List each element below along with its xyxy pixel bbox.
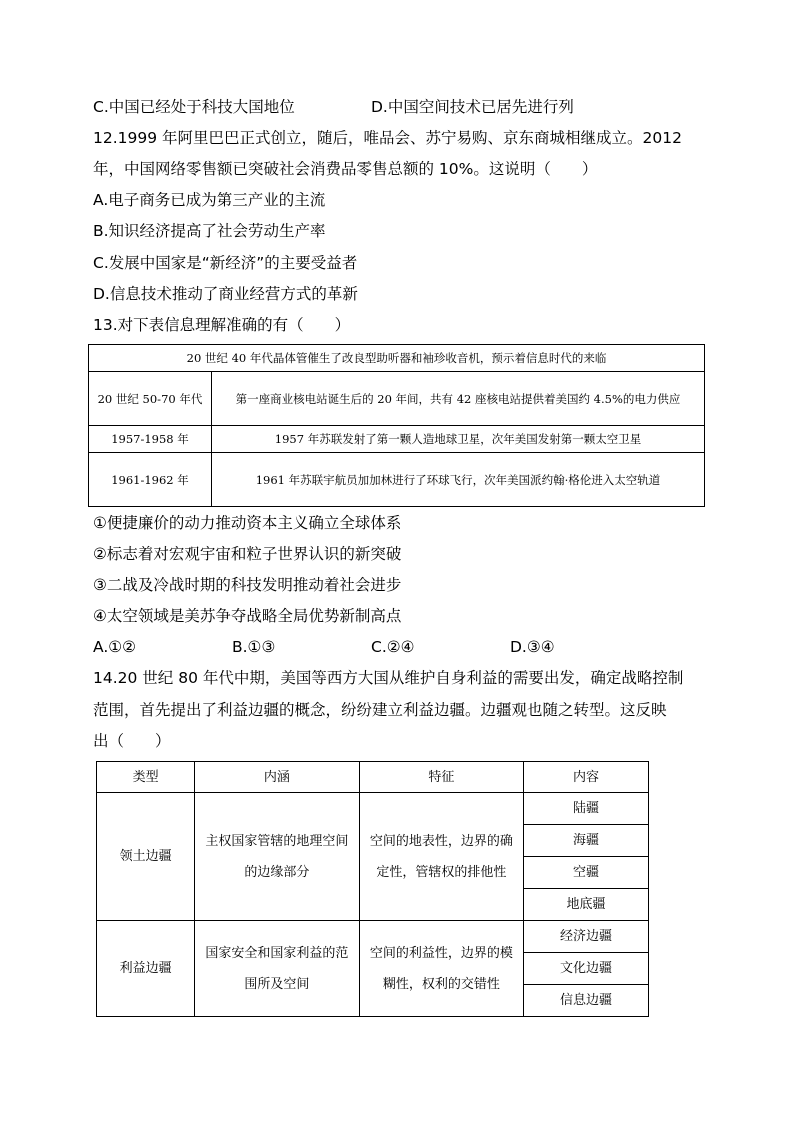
q14-content-item: 文化边疆 [524, 953, 648, 985]
q14-header-type: 类型 [97, 762, 195, 793]
q14-header-meaning: 内涵 [195, 762, 359, 793]
q14-content-item: 陆疆 [524, 793, 648, 825]
q14-header-content: 内容 [524, 762, 649, 793]
table-row [89, 345, 705, 372]
table-row [97, 793, 649, 921]
q13-period-cell: 1957-1958 年 [89, 426, 212, 453]
q14-type-cell: 利益边疆 [97, 921, 195, 1017]
q13-item-1: ①便捷廉价的动力推动资本主义确立全球体系 [93, 514, 402, 532]
q12-stem-line1: 12.1999 年阿里巴巴正式创立，随后，唯品会、苏宁易购、京东商城相继成立。2012 [93, 129, 682, 147]
q13-item-4: ④太空领域是美苏争夺战略全局优势新制高点 [93, 607, 402, 625]
table-row [89, 453, 705, 507]
q14-frontier-table [96, 761, 649, 1017]
q14-content-item: 信息边疆 [560, 993, 613, 1008]
q13-item-2: ②标志着对宏观宇宙和粒子世界认识的新突破 [93, 545, 402, 563]
q14-feature-cell: 空间的地表性，边界的确定性，管辖权的排他性 [359, 793, 524, 921]
q14-type-cell: 领土边疆 [97, 793, 195, 921]
q14-content-item: 空疆 [524, 857, 648, 889]
q13-event-cell: 1961 年苏联宇航员加加林进行了环球飞行，次年美国派约翰·格伦进入太空轨道 [212, 453, 705, 507]
q13-event-cell: 第一座商业核电站诞生后的 20 年间，共有 42 座核电站提供着美国约 4.5%的电力供应 [212, 372, 705, 426]
q13-option-d: D.③④ [510, 638, 555, 656]
q13-period-cell: 1961-1962 年 [89, 453, 212, 507]
q11-option-d: D.中国空间技术已居先进行列 [371, 98, 574, 116]
q12-option-b: B.知识经济提高了社会劳动生产率 [93, 222, 326, 240]
table-row [97, 921, 649, 1017]
table-row [89, 372, 705, 426]
q12-option-c: C.发展中国家是“新经济”的主要受益者 [93, 254, 358, 272]
q13-event-cell: 1957 年苏联发射了第一颗人造地球卫星，次年美国发射第一颗太空卫星 [212, 426, 705, 453]
q13-table-header: 20 世纪 40 年代晶体管催生了改良型助听器和袖珍收音机，预示着信息时代的来临 [89, 345, 705, 372]
q12-option-d: D.信息技术推动了商业经营方式的革新 [93, 285, 358, 303]
q12-stem-line2: 年，中国网络零售额已突破社会消费品零售总额的 10%。这说明（ ） [93, 160, 598, 178]
q14-stem-line2: 范围，首先提出了利益边疆的概念，纷纷建立利益边疆。边疆观也随之转型。这反映 [93, 701, 667, 719]
q11-option-c: C.中国已经处于科技大国地位 [93, 98, 295, 116]
q14-meaning-cell: 主权国家管辖的地理空间的边缘部分 [195, 793, 359, 921]
table-row [97, 762, 649, 793]
q13-info-table [88, 344, 705, 507]
q13-item-3: ③二战及冷战时期的科技发明推动着社会进步 [93, 576, 402, 594]
q13-option-a: A.①② [93, 638, 137, 656]
q13-option-b: B.①③ [232, 638, 276, 656]
q13-option-c: C.②④ [371, 638, 415, 656]
q14-content-cell [524, 793, 649, 921]
q14-content-item: 地底疆 [566, 897, 606, 912]
q13-period-cell: 20 世纪 50-70 年代 [89, 372, 212, 426]
q13-stem: 13.对下表信息理解准确的有（ ） [93, 316, 351, 334]
q14-feature-cell: 空间的利益性，边界的模糊性，权利的交错性 [359, 921, 524, 1017]
q14-meaning-cell: 国家安全和国家利益的范围所及空间 [195, 921, 359, 1017]
q14-stem-line3: 出（ ） [93, 732, 171, 750]
q12-option-a: A.电子商务已成为第三产业的主流 [93, 191, 326, 209]
q14-stem-line1: 14.20 世纪 80 年代中期，美国等西方大国从维护自身利益的需要出发，确定战略控制 [93, 669, 684, 687]
q14-header-feature: 特征 [359, 762, 524, 793]
q14-content-item: 经济边疆 [524, 921, 648, 953]
q14-content-item: 海疆 [524, 825, 648, 857]
q14-content-cell [524, 921, 649, 1017]
table-row [89, 426, 705, 453]
